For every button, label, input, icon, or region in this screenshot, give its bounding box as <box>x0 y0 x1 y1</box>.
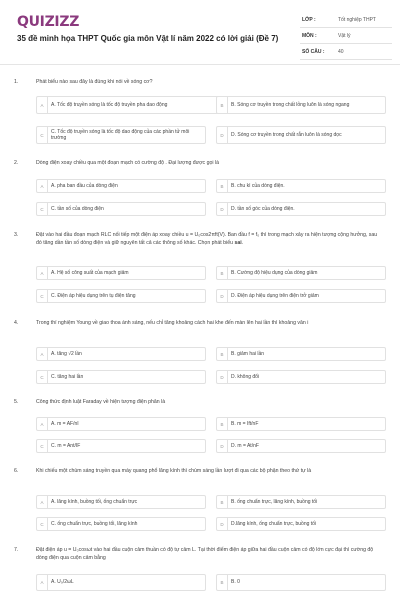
meta-key: SỐ CÂU : <box>302 49 325 55</box>
option-text: B. Sóng cơ truyền trong chất lỏng luôn là sóng ngang <box>231 101 350 108</box>
question-number: 1. <box>14 79 19 85</box>
question-text-part: Đặt vào hai đầu đoạn mạch RLC nối tiếp một điện áp xoay chiều u = U₀cos2πft(V). Ban đầu f = f₀ thì trong mạch xảy ra hiện tượng cộng hưởng, sau đó tăng dần tần số dòng điện và giữ nguyên tất cả các thông số khác. Chọn phát biểu <box>36 232 378 246</box>
option-d[interactable] <box>216 439 386 453</box>
option-text: A. tăng √2 lần <box>51 350 82 357</box>
page-title: 35 đề minh họa THPT Quốc gia môn Vật lí năm 2022 có lời giải (Đề 7) <box>17 34 279 43</box>
question-text-part: . <box>241 239 244 246</box>
option-text: B. giảm hai lần <box>231 350 265 357</box>
option-b[interactable] <box>216 179 386 193</box>
option-c[interactable] <box>36 126 206 144</box>
option-text: D. m = At/nF <box>231 442 259 449</box>
option-letter: C <box>37 371 48 383</box>
option-text: A. U₀/2ωL <box>51 579 74 586</box>
option-c[interactable] <box>36 517 206 531</box>
option-letter: A <box>37 348 48 360</box>
option-a[interactable] <box>36 495 206 509</box>
option-text: A. Hệ số công suất của mạch giảm <box>51 269 129 276</box>
option-text: A. lăng kính, buồng tối, ống chuẩn trực <box>51 498 138 505</box>
quizizz-logo: QUIZIZZ <box>17 14 80 30</box>
option-text: D. Sóng cơ truyền trong chất rắn luôn là sóng dọc <box>231 131 342 138</box>
option-d[interactable] <box>216 126 386 144</box>
option-a[interactable] <box>36 574 206 591</box>
option-c[interactable] <box>36 370 206 384</box>
option-text: D.lăng kính, ống chuẩn trực, buồng tối <box>231 520 317 527</box>
option-letter: A <box>37 575 48 590</box>
question-text: Đặt điện áp u = U₀cosωt vào hai đầu cuộn cảm thuần có độ tự cảm L. Tại thời điểm điện áp giữa hai đầu cuộn cảm có độ lớn cực đại thì cường độ dòng điện qua cuộn cảm bằng <box>36 547 374 561</box>
option-text: C. m = Ant/IF <box>51 442 81 449</box>
meta-key: MÔN : <box>302 33 317 39</box>
option-letter: D <box>217 440 228 452</box>
option-letter: B <box>217 575 228 590</box>
option-text: A. pha ban đầu của dòng điện <box>51 182 118 189</box>
question-number: 4. <box>14 320 19 326</box>
option-a[interactable] <box>36 179 206 193</box>
option-letter: B <box>217 418 228 430</box>
option-letter: C <box>37 440 48 452</box>
option-text: C. ống chuẩn trực, buồng tối, lăng kính <box>51 520 138 527</box>
header-divider <box>0 64 400 65</box>
question-number: 3. <box>14 232 19 238</box>
option-d[interactable] <box>216 370 386 384</box>
meta-row-subject <box>300 28 392 44</box>
meta-value: Vật lý <box>338 33 351 39</box>
question-number: 7. <box>14 547 19 553</box>
question-number: 2. <box>14 160 19 166</box>
option-letter: B <box>217 180 228 192</box>
option-a[interactable] <box>36 96 226 114</box>
meta-row-count <box>300 44 392 60</box>
question-text: Phát biểu nào sau đây là đúng khi nói về sóng cơ? <box>36 79 153 85</box>
option-text: B. 0 <box>231 579 240 586</box>
option-letter: B <box>217 97 228 113</box>
option-letter: A <box>37 97 48 113</box>
question-text: Dòng điện xoay chiều qua một đoạn mạch có cường độ . Đại lượng được gọi là <box>36 160 219 166</box>
option-text: D. không đổi <box>231 373 260 380</box>
option-letter: A <box>37 418 48 430</box>
option-text: B. Cường độ hiệu dụng của dòng giảm <box>231 269 318 276</box>
question-number: 5. <box>14 399 19 405</box>
meta-row-class <box>300 12 392 28</box>
option-text: B. ống chuẩn trực, lăng kính, buồng tối <box>231 498 318 505</box>
option-letter: A <box>37 496 48 508</box>
option-text: C. tăng hai lần <box>51 373 84 380</box>
question-number: 6. <box>14 468 19 474</box>
meta-table <box>300 12 392 60</box>
option-a[interactable] <box>36 417 206 431</box>
option-letter: C <box>37 127 48 143</box>
option-letter: A <box>37 180 48 192</box>
option-d[interactable] <box>216 202 386 216</box>
meta-value: 40 <box>338 49 344 55</box>
option-letter: B <box>217 496 228 508</box>
option-letter: D <box>217 371 228 383</box>
question-text: Khi chiếu một chùm sáng truyền qua máy quang phổ lăng kính thì chùm sáng lần lượt đi qua các bộ phận theo thứ tự là <box>36 468 312 474</box>
option-letter: A <box>37 267 48 279</box>
meta-value: Tốt nghiệp THPT <box>338 17 376 23</box>
option-a[interactable] <box>36 266 206 280</box>
option-text: C. Điện áp hiệu dụng trên tụ điện tăng <box>51 292 136 299</box>
option-b[interactable] <box>216 347 386 361</box>
option-letter: D <box>217 518 228 530</box>
option-text: B. m = Ift/nF <box>231 420 259 427</box>
option-b[interactable] <box>216 495 386 509</box>
question-text: Công thức định luật Faraday về hiện tượng điện phân là <box>36 399 166 405</box>
option-letter: D <box>217 203 228 215</box>
option-letter: B <box>217 348 228 360</box>
option-a[interactable] <box>36 347 206 361</box>
option-c[interactable] <box>36 289 206 303</box>
option-text: A. Tốc độ truyền sóng là tốc độ truyền pha dao động <box>51 101 168 108</box>
option-letter: C <box>37 290 48 302</box>
option-letter: B <box>217 267 228 279</box>
option-letter: D <box>217 127 228 143</box>
question-text-emphasis: sai <box>234 239 242 246</box>
option-text: C. Tốc độ truyền sóng là tốc độ dao động của các phần tử môi trường <box>51 128 190 141</box>
option-text: D. Điện áp hiệu dụng trên điện trở giảm <box>231 292 319 299</box>
option-b[interactable] <box>216 96 386 114</box>
meta-key: LỚP : <box>302 17 316 23</box>
option-letter: C <box>37 203 48 215</box>
option-text: C. tần số của dòng điện <box>51 205 104 212</box>
option-text: D. tần số góc của dòng điện. <box>231 205 295 212</box>
option-text: A. m = AF/nI <box>51 420 79 427</box>
option-c[interactable] <box>36 202 206 216</box>
option-letter: C <box>37 518 48 530</box>
option-b[interactable] <box>216 266 386 280</box>
question-text <box>36 232 384 247</box>
option-d[interactable] <box>216 289 386 303</box>
option-d[interactable] <box>216 517 386 531</box>
option-text: B. chu kì của dòng điện. <box>231 182 285 189</box>
question-text: Trong thí nghiệm Young về giao thoa ánh sáng, nếu chỉ tăng khoảng cách hai khe đến màn lên hai lần thì khoảng vân i <box>36 320 309 326</box>
option-c[interactable] <box>36 439 206 453</box>
option-b[interactable] <box>216 574 386 591</box>
option-letter: D <box>217 290 228 302</box>
option-b[interactable] <box>216 417 386 431</box>
